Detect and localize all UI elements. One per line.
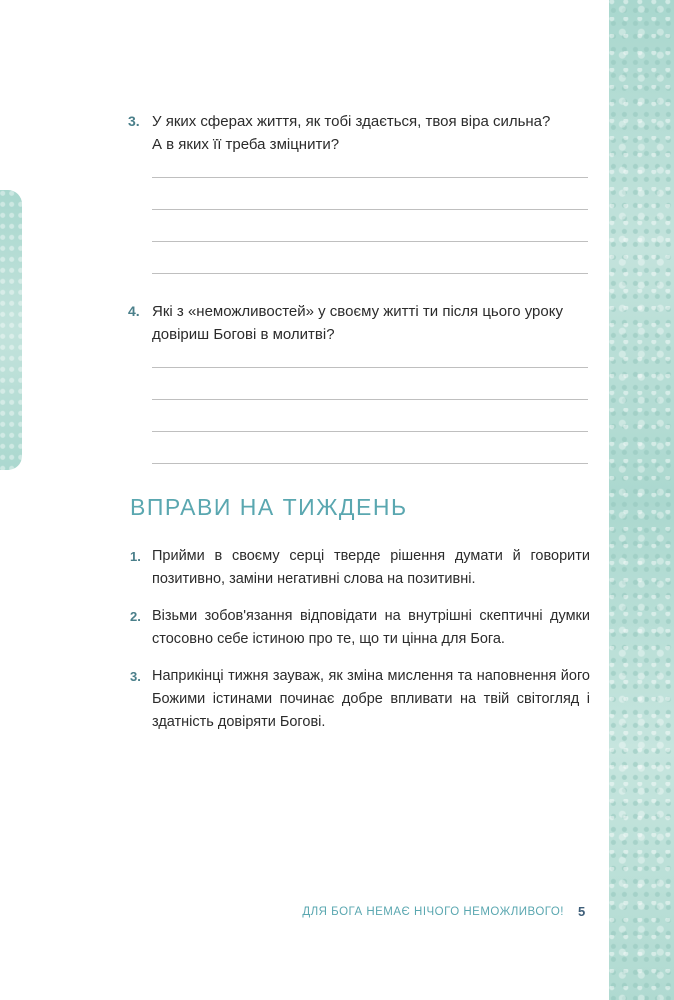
running-footer-title: ДЛЯ БОГА НЕМАЄ НІЧОГО НЕМОЖЛИВОГО!: [302, 906, 564, 918]
section-title: ВПРАВИ НА ТИЖДЕНЬ: [130, 494, 408, 520]
exercise-item: [130, 665, 590, 734]
answer-lines-4: [152, 367, 588, 495]
question-text: [152, 110, 550, 156]
question-line: Які з «неможливостей» у своєму житті ти після цього уроку: [152, 303, 563, 320]
exercise-number: 1.: [130, 549, 141, 564]
answer-line[interactable]: [152, 209, 588, 210]
answer-line[interactable]: [152, 177, 588, 178]
question-number: 3.: [128, 113, 140, 129]
question-line: А в яких її треба зміцнити?: [152, 136, 340, 153]
exercise-item: [130, 605, 590, 651]
decorative-side-band: [609, 0, 674, 1000]
answer-line[interactable]: [152, 273, 588, 274]
answer-lines-3: [152, 177, 588, 305]
question-4: [128, 300, 588, 346]
page-number: 5: [578, 904, 586, 919]
question-line: довіриш Богові в молитві?: [152, 326, 335, 343]
question-line: У яких сферах життя, як тобі здається, твоя віра сильна?: [152, 113, 551, 130]
answer-line[interactable]: [152, 431, 588, 432]
exercise-list: [130, 545, 590, 748]
question-text: [152, 300, 563, 346]
exercise-text: Прийми в своєму серці тверде рішення думати й говорити позитивно, заміни негативні слова на позитивні.: [152, 548, 590, 587]
answer-line[interactable]: [152, 463, 588, 464]
exercise-number: 3.: [130, 669, 141, 684]
decorative-left-tab: [0, 190, 22, 470]
exercise-text: Наприкінці тижня зауваж, як зміна мислення та наповнення його Божими істинами починає добре впливати на твій світогляд і здатність довіряти Богові.: [152, 668, 590, 730]
answer-line[interactable]: [152, 241, 588, 242]
exercise-text: Візьми зобов'язання відповідати на внутрішні скептичні думки стосовно себе істиною про те, що ти цінна для Бога.: [152, 608, 590, 647]
answer-line[interactable]: [152, 399, 588, 400]
exercise-number: 2.: [130, 609, 141, 624]
question-number: 4.: [128, 303, 140, 319]
exercise-item: [130, 545, 590, 591]
answer-line[interactable]: [152, 367, 588, 368]
question-3: [128, 110, 588, 156]
